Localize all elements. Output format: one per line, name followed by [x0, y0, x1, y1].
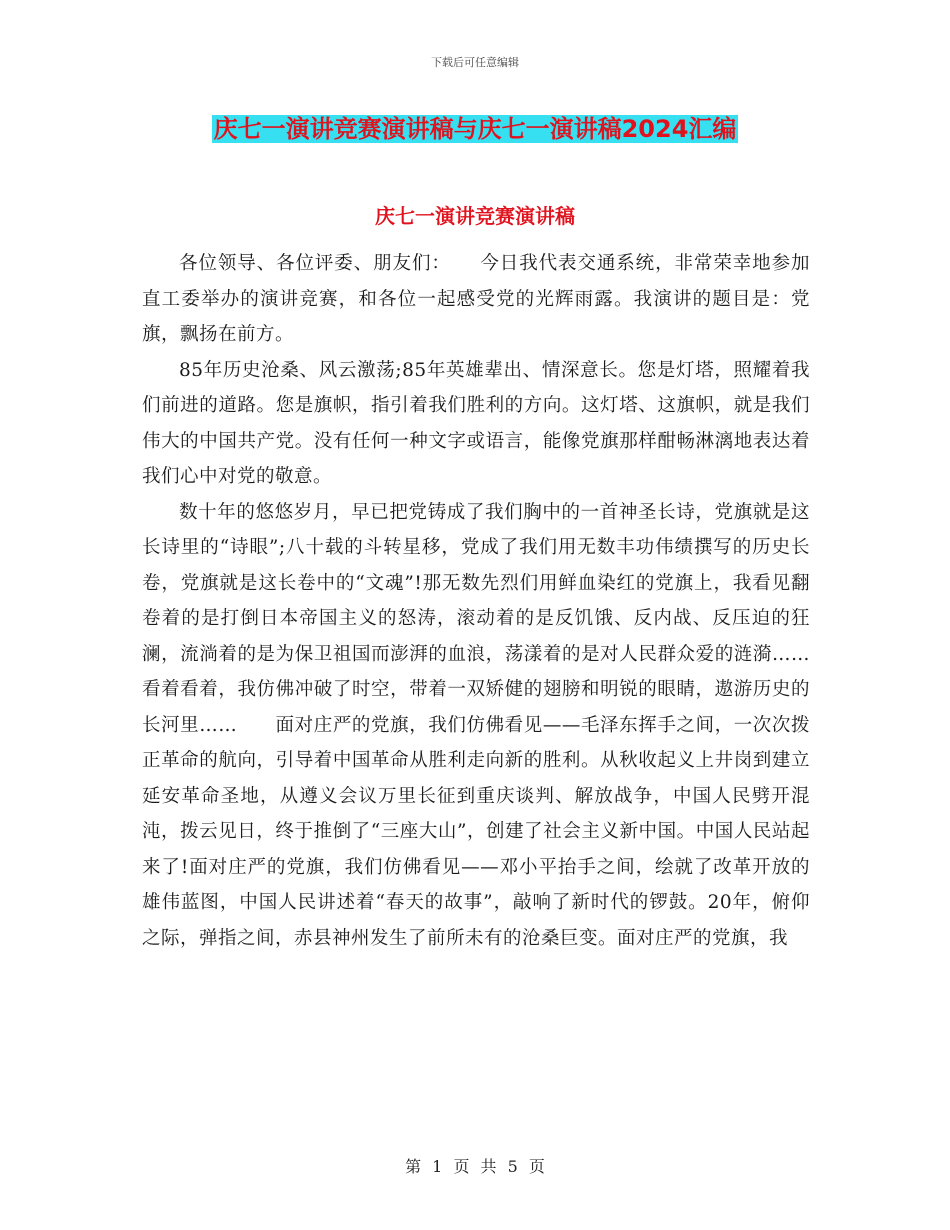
document-title-text: 庆七一演讲竞赛演讲稿与庆七一演讲稿2024汇编 — [213, 115, 737, 143]
section-title: 庆七一演讲竞赛演讲稿 — [375, 204, 575, 228]
body-paragraph: 各位领导、各位评委、朋友们： 今日我代表交通系统，非常荣幸地参加直工委举办的演讲竞赛，和各位一起感受党的光辉雨露。我演讲的题目是：党旗，飘扬在前方。 — [142, 253, 810, 345]
page-header-note: 下载后可任意编辑 — [431, 56, 519, 69]
body-paragraph: 数十年的悠悠岁月，早已把党铸成了我们胸中的一首神圣长诗，党旗就是这长诗里的“诗眼”;八十载的斗转星移，党成了我们用无数丰功伟绩撰写的历史长卷，党旗就是这长卷中的“文魂”!那无数先烈们用鲜血染红的党旗上，我看见翻卷着的是打倒日本帝国主义的怒涛，滚动着的是反饥饿、反内战、反压迫的狂澜，流淌着的是为保卫祖国而澎湃的血浪，荡漾着的是对人民群众爱的涟漪……看着看着，我仿佛冲破了时空，带着一双矫健的翅膀和明锐的眼睛，遨游历史的长河里…… 面对庄严的党旗，我们仿佛看见——毛泽东挥手之间，一次次拨正革命的航向，引导着中国革命从胜利走向新的胜利。从秋收起义上井岗到建立延安革命圣地，从遵义会议万里长征到重庆谈判、解放战争，中国人民劈开混沌，拨云见日，终于推倒了“三座大山”，创建了社会主义新中国。中国人民站起来了!面对庄严的党旗，我们仿佛看见——邓小平抬手之间，绘就了改革开放的雄伟蓝图，中国人民讲述着“春天的故事”，敲响了新时代的锣鼓。20年，俯仰之际，弹指之间，赤县神州发生了前所未有的沧桑巨变。面对庄严的党旗，我 — [142, 501, 810, 949]
document-title — [0, 112, 950, 146]
body-paragraph: 85年历史沧桑、风云激荡;85年英雄辈出、情深意长。您是灯塔，照耀着我们前进的道路。您是旗帜，指引着我们胜利的方向。这灯塔、这旗帜，就是我们伟大的中国共产党。没有任何一种文字或语言，能像党旗那样酣畅淋漓地表达着我们心中对党的敬意。 — [142, 359, 810, 487]
document-body — [142, 246, 810, 956]
page-footer: 第 1 页 共 5 页 — [405, 1157, 545, 1176]
